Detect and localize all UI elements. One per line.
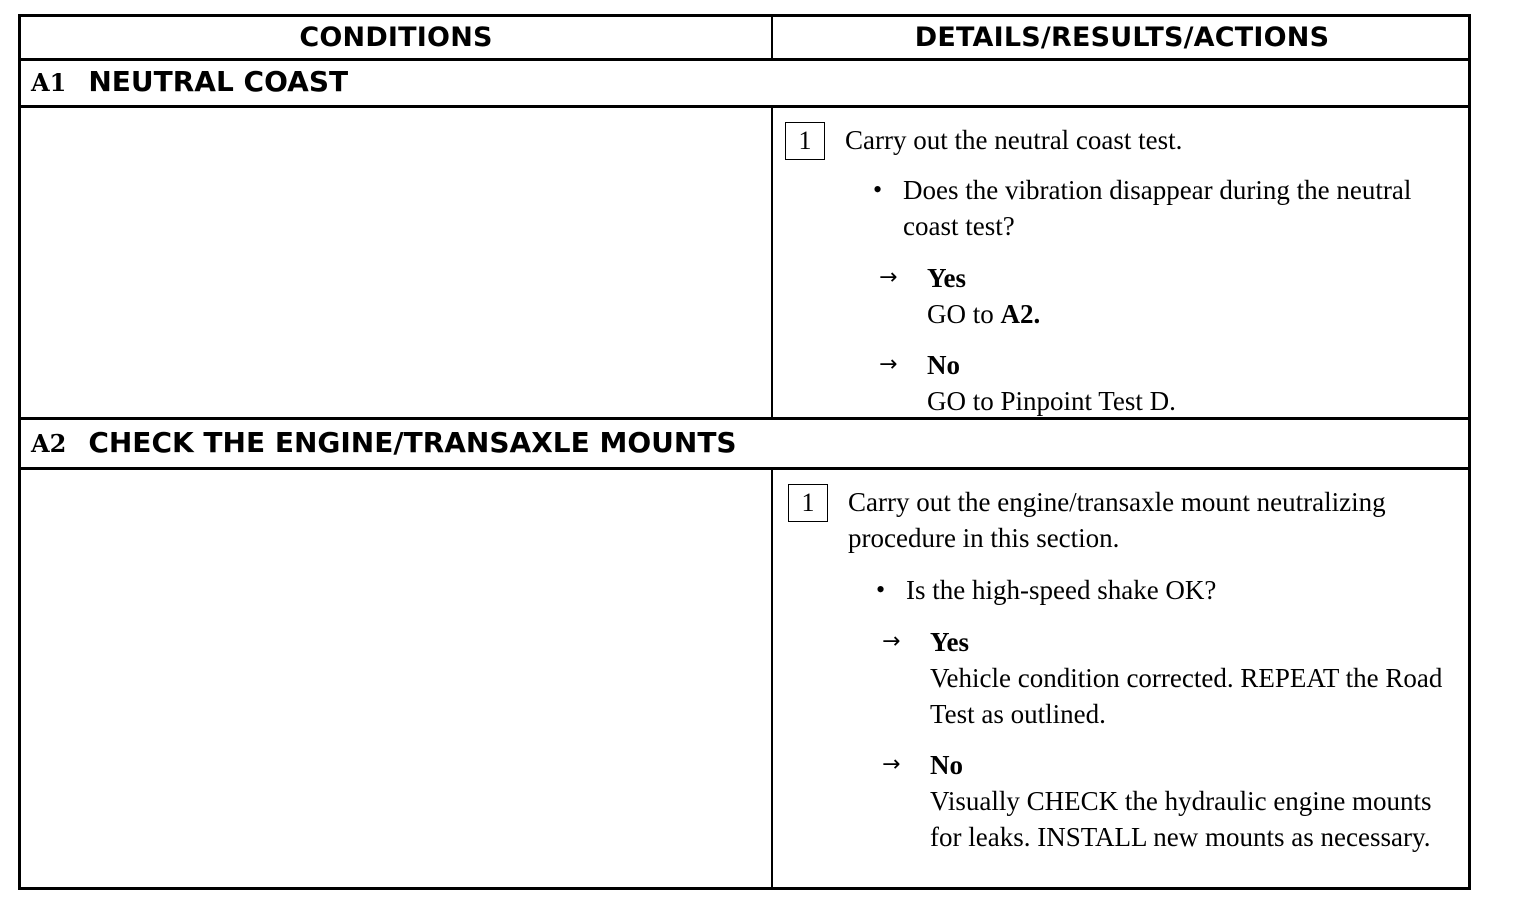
section-a2-heading (31, 426, 737, 459)
section-a1-body-row (21, 108, 1468, 420)
bullet-icon: • (876, 575, 886, 604)
yes-label: Yes (930, 627, 969, 657)
details-header: DETAILS/RESULTS/ACTIONS (914, 22, 1330, 53)
column-divider-a2 (771, 470, 773, 887)
arrow-right-icon: → (882, 752, 901, 777)
step-text: Carry out the engine/transaxle mount neutralizing procedure in this section. (848, 487, 1386, 553)
question-text: Is the high-speed shake OK? (906, 575, 1217, 605)
step-text: Carry out the neutral coast test. (845, 125, 1183, 155)
section-a2-yes (882, 624, 1450, 732)
table-header-row (21, 17, 1468, 61)
section-a2-title: CHECK THE ENGINE/TRANSAXLE MOUNTS (88, 426, 737, 459)
no-action: Visually CHECK the hydraulic engine mounts for leaks. INSTALL new mounts as necessary. (930, 786, 1432, 852)
section-a2-question (876, 572, 1426, 608)
section-a1-no (879, 347, 1447, 419)
arrow-right-icon: → (879, 352, 898, 377)
step-number-box: 1 (788, 484, 828, 522)
arrow-right-icon: → (879, 265, 898, 290)
section-a1-yes (879, 260, 1447, 332)
section-a2-no (882, 747, 1450, 855)
yes-action: Vehicle condition corrected. REPEAT the Road Test as outlined. (930, 663, 1443, 729)
section-a1-question (873, 172, 1423, 244)
yes-label: Yes (927, 263, 966, 293)
conditions-header: CONDITIONS (299, 22, 493, 53)
section-a1-title: NEUTRAL COAST (88, 65, 349, 98)
section-a1-id: A1 (31, 68, 67, 97)
section-a1-heading (31, 65, 348, 98)
section-a2-step (788, 484, 1478, 556)
section-ref: A2. (1000, 299, 1041, 329)
section-a2-id: A2 (31, 429, 67, 458)
section-a2-body-row (21, 470, 1468, 887)
no-action: GO to Pinpoint Test D. (927, 386, 1176, 416)
arrow-right-icon: → (882, 629, 901, 654)
no-label: No (927, 350, 960, 380)
section-a2-title-row (21, 420, 1468, 470)
yes-action: GO to A2. (927, 299, 1041, 329)
column-divider-a1 (771, 108, 773, 417)
bullet-icon: • (873, 175, 883, 204)
section-a1-title-row (21, 61, 1468, 108)
section-a1-step (785, 122, 1465, 160)
step-number-box: 1 (785, 122, 825, 160)
question-text: Does the vibration disappear during the neutral coast test? (903, 175, 1412, 241)
no-label: No (930, 750, 963, 780)
diagnostic-table (18, 14, 1471, 890)
